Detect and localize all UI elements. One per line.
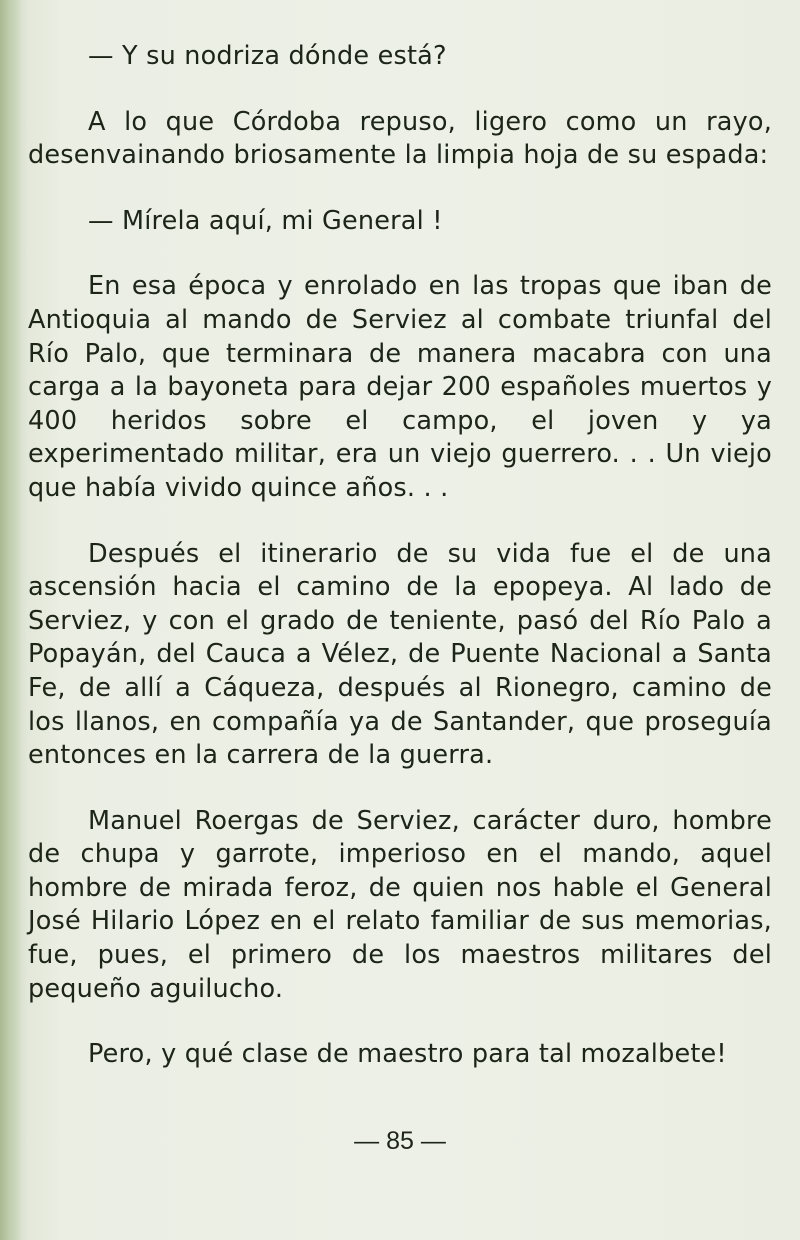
paragraph-nodriza-question: — Y su nodriza dónde está? <box>88 41 447 71</box>
page-number: — 85 — <box>354 1127 446 1155</box>
paragraph-cordoba-reply: A lo que Córdoba repuso, ligero como un rayo, desenvainando briosamente la limpia hoja de su espada: <box>28 106 772 171</box>
paragraph-final-exclamation: Pero, y qué clase de maestro para tal mozalbete! <box>88 1039 727 1070</box>
page-spine-shadow <box>0 0 22 1240</box>
paragraph-itinerario: Después el itinerario de su vida fue el de una ascensión hacia el camino de la epopeya. Al lado de Serviez, y con el grado de teniente, pasó del Río Palo a Popayán, del Cauca a Vélez, de Puente Nacional a Santa Fe, de allí a Cáqueza, después al Rionegro, camino de los llanos, en compañía ya de Santander, que proseguía entonces en la carrera de la guerra. <box>28 538 772 771</box>
paragraph-mirela-aqui: — Mírela aquí, mi General ! <box>88 205 443 236</box>
paragraph-serviez-maestro: Manuel Roergas de Serviez, carácter duro, hombre de chupa y garrote, imperioso en el mando, aquel hombre de mirada feroz, de quien nos hable el General José Hilario López en el relato familiar de sus memorias, fue, pues, el primero de los maestros militares del pequeño aguilucho. <box>28 805 772 1004</box>
page-text <box>28 40 772 1104</box>
paragraph-epoca-rio-palo: En esa época y enrolado en las tropas que iban de Antioquia al mando de Serviez al combate triunfal del Río Palo, que terminara de manera macabra con una carga a la bayoneta para dejar 200 españoles muertos y 400 heridos sobre el campo, el joven y ya experimentado militar, era un viejo guerrero. . . Un viejo que había vivido quince años. . . <box>28 271 772 503</box>
